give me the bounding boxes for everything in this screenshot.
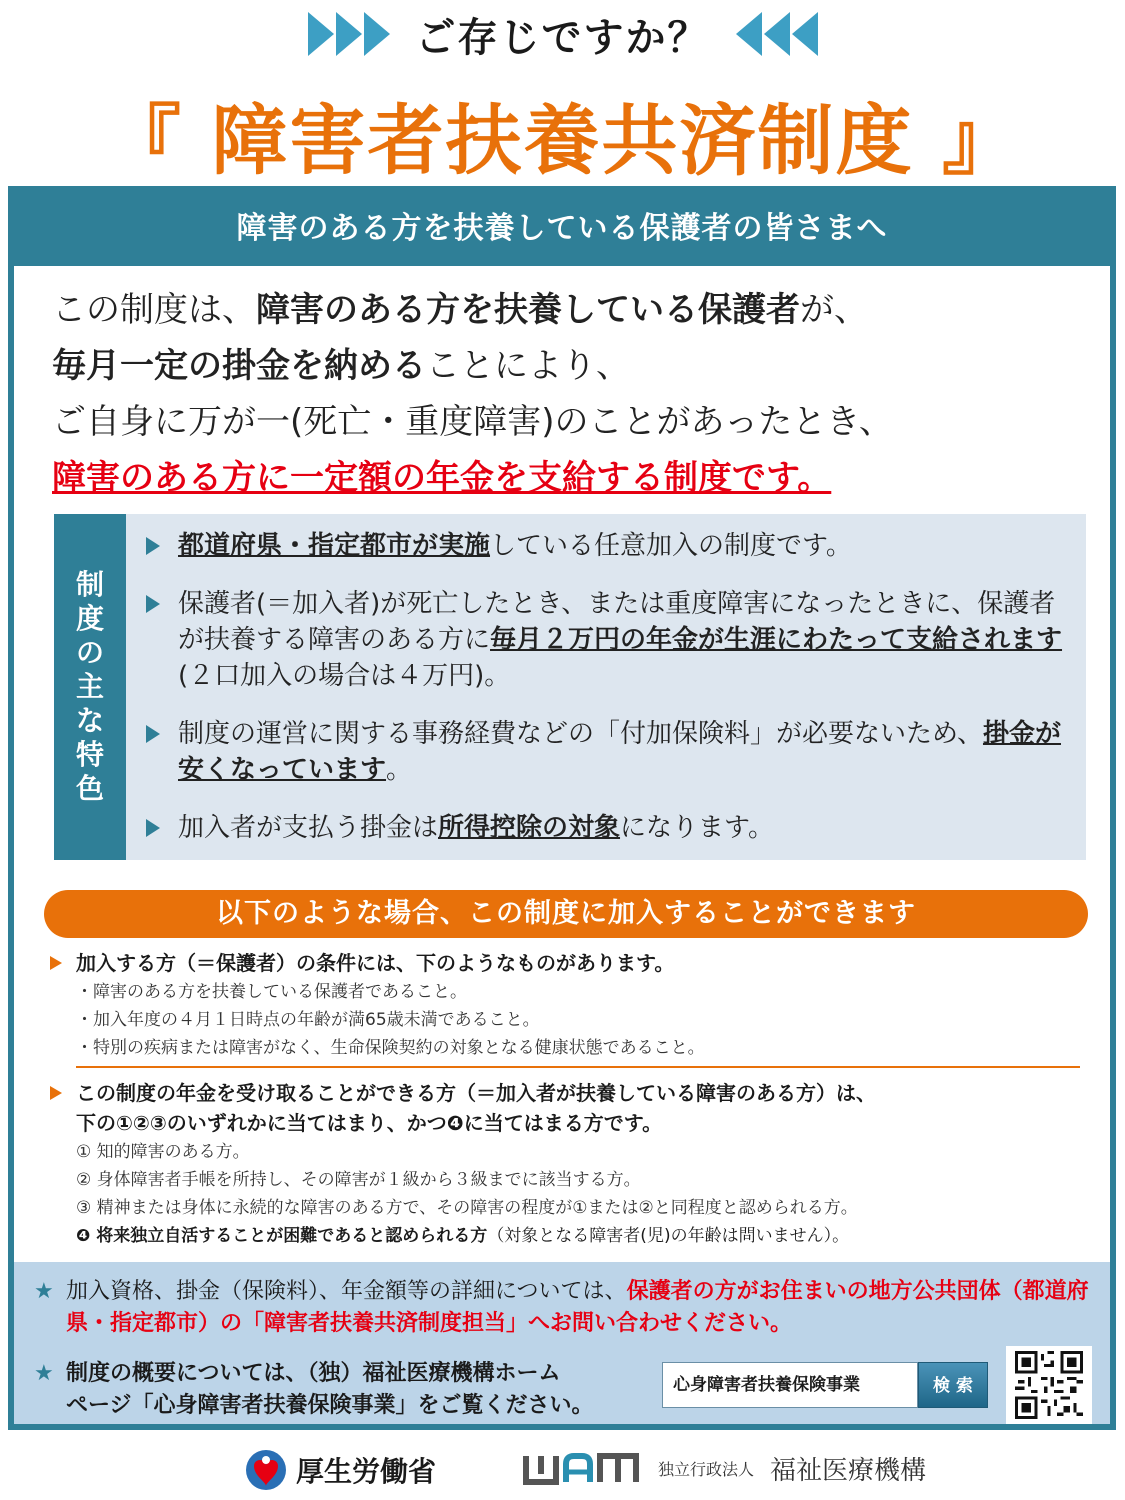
wam-org-type: 独立行政法人	[658, 1460, 755, 1479]
kicker-text: ご存じですか？	[415, 14, 710, 61]
features-box	[54, 514, 1086, 860]
mhlw-emblem-icon	[244, 1448, 288, 1492]
feature-item: 制度の運営に関する事務経費などの「付加保険料」が必要ないため、掛金が安くなっています。	[146, 716, 1076, 788]
triangle-bullet-icon	[50, 956, 62, 970]
info-row-contact: ★ 加入資格、掛金（保険料）、年金額等の詳細については、保護者の方がお住まいの地方公共団体（都道府県・指定都市）の「障害者扶養共済制度担当」へお問い合わせください。	[34, 1276, 1104, 1340]
mhlw-logo	[244, 1448, 436, 1492]
info-row-website: ★ 制度の概要については、（独）福祉医療機構ホーム ページ「心身障害者扶養保険事業」をご覧ください。	[34, 1358, 664, 1422]
arrow-left-icon	[736, 12, 818, 56]
feature-item: 加入者が支払う掛金は所得控除の対象になります。	[146, 810, 1076, 846]
star-icon: ★	[34, 1279, 54, 1304]
feature-item: 都道府県・指定都市が実施している任意加入の制度です。	[146, 528, 1076, 564]
search-input[interactable]: 心身障害者扶養保険事業	[662, 1362, 918, 1408]
eligibility-banner: 以下のような場合、この制度に加入することができます	[44, 890, 1088, 938]
footer	[0, 1440, 1125, 1500]
wam-logo	[522, 1450, 926, 1487]
triangle-bullet-icon	[50, 1086, 62, 1100]
list-item: ③ 精神または身体に永続的な障害のある方で、その障害の程度が①または②と同程度と認められる方。	[76, 1198, 858, 1218]
panel-heading: 障害のある方を扶養している保護者の皆さまへ	[14, 192, 1110, 266]
subscriber-title: 加入する方（＝保護者）の条件には、下のようなものがあります。	[76, 951, 675, 975]
recipient-title: この制度の年金を受け取ることができる方（＝加入者が扶養している障害のある方）は、	[76, 1081, 876, 1105]
list-item: ・加入年度の４月１日時点の年齢が満65歳未満であること。	[76, 1010, 540, 1030]
list-item: ・障害のある方を扶養している保護者であること。	[76, 982, 467, 1002]
features-list	[146, 528, 1076, 868]
search-button[interactable]: 検 索	[918, 1362, 988, 1408]
info-box	[14, 1262, 1110, 1424]
recipient-title-2: 下の①②③のいずれかに当てはまり、かつ❹に当てはまる方です。	[76, 1111, 663, 1135]
page-title: 『 障害者扶養共済制度 』	[105, 96, 1020, 185]
recipient-conditions	[50, 1078, 1080, 1250]
list-item: ① 知的障害のある方。	[76, 1142, 250, 1162]
feature-item: 保護者(＝加入者)が死亡したとき、または重度障害になったときに、保護者が扶養する障害のある方に毎月２万円の年金が生涯にわたって支給されます(２口加入の場合は４万円)。	[146, 586, 1076, 694]
triangle-bullet-icon	[146, 595, 160, 613]
list-item: ② 身体障害者手帳を所持し、その障害が１級から３級までに該当する方。	[76, 1170, 641, 1190]
mhlw-label: 厚生労働省	[296, 1455, 437, 1488]
intro-text: この制度は、障害のある方を扶養している保護者が、 毎月一定の掛金を納めることにより、 ご自身に万が一(死亡・重度障害)のことがあったとき、 障害のある方に一定額の年金を支給する制度です。	[52, 290, 893, 498]
triangle-bullet-icon	[146, 537, 160, 555]
kicker-row	[0, 6, 1125, 62]
star-icon: ★	[34, 1361, 54, 1386]
intro-highlight: 障害のある方に一定額の年金を支給する制度です。	[52, 458, 832, 498]
qr-code-icon[interactable]	[1006, 1346, 1092, 1424]
list-item: ・特別の疾病または障害がなく、生命保険契約の対象となる健康状態であること。	[76, 1038, 705, 1058]
header	[0, 0, 1125, 185]
features-side-label: 制 度 の 主 な 特 色	[54, 514, 126, 860]
divider	[76, 1066, 1080, 1068]
triangle-bullet-icon	[146, 725, 160, 743]
subscriber-conditions	[50, 948, 1080, 1062]
triangle-bullet-icon	[146, 819, 160, 837]
list-item: ❹ 将来独立自活することが困難であると認められる方（対象となる障害者(児)の年齢は問いません）。	[76, 1226, 850, 1246]
arrow-right-icon	[308, 12, 390, 56]
wam-org-name: 福祉医療機構	[770, 1456, 927, 1486]
wam-logo-icon	[522, 1452, 642, 1486]
main-panel	[8, 186, 1116, 1430]
search-box	[662, 1362, 988, 1408]
